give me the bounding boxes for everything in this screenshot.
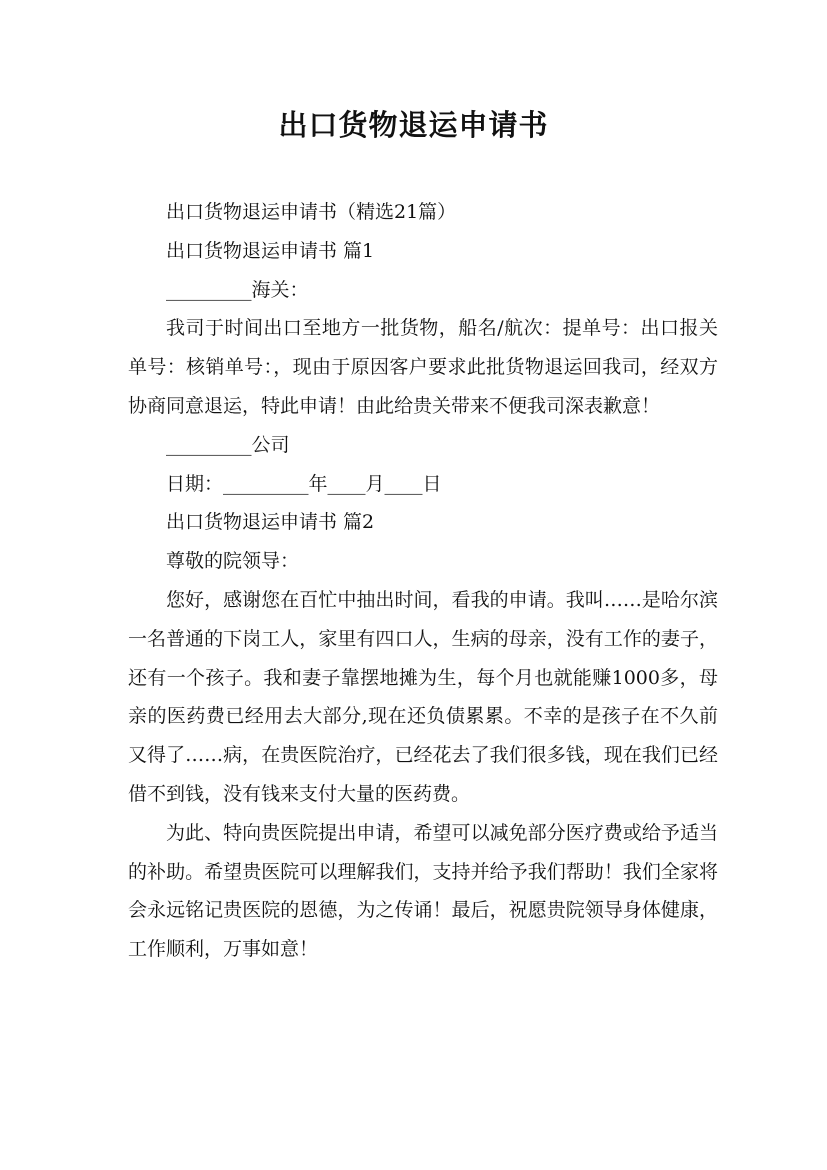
doc-subtitle: 出口货物退运申请书（精选21篇） bbox=[166, 201, 457, 223]
section-heading-2: 出口货物退运申请书 篇2 bbox=[166, 511, 375, 534]
paragraph-hospital-background: 您好，感谢您在百忙中抽出时间，看我的申请。我叫……是哈尔滨一名普通的下岗工人，家里有四口人，生病的母亲，没有工作的妻子，还有一个孩子。我和妻子靠摆地摊为生，每个月也就能赚1000多，母亲的医药费已经用去大部分,现在还负债累累。不幸的是孩子在不久前又得了……病，在贵医院治疗，已经花去了我们很多钱，现在我们已经借不到钱，没有钱来支付大量的医药费。 bbox=[128, 588, 718, 805]
document-title: 出口货物退运申请书 bbox=[278, 108, 549, 142]
paragraph-hospital-request: 为此、特向贵医院提出申请，希望可以减免部分医疗费或给予适当的补助。希望贵医院可以理解我们，支持并给予我们帮助！我们全家将会永远铭记贵医院的恩德，为之传诵！最后，祝愿贵院领导身体健康，工作顺利，万事如意！ bbox=[128, 821, 718, 961]
salutation: 尊敬的院领导： bbox=[166, 550, 300, 573]
company-signature: _________公司 bbox=[166, 433, 290, 456]
document-body bbox=[128, 193, 718, 969]
addressee-customs: _________海关： bbox=[166, 278, 309, 301]
paragraph-customs-request: 我司于时间出口至地方一批货物，船名/航次：提单号：出口报关单号：核销单号：，现由于原因客户要求此批货物退运回我司，经双方协商同意退运，特此申请！由此给贵关带来不便我司深表歉意！ bbox=[128, 317, 718, 417]
section-heading-1: 出口货物退运申请书 篇1 bbox=[166, 239, 375, 262]
date-line: 日期：_________年____月____日 bbox=[166, 472, 442, 495]
